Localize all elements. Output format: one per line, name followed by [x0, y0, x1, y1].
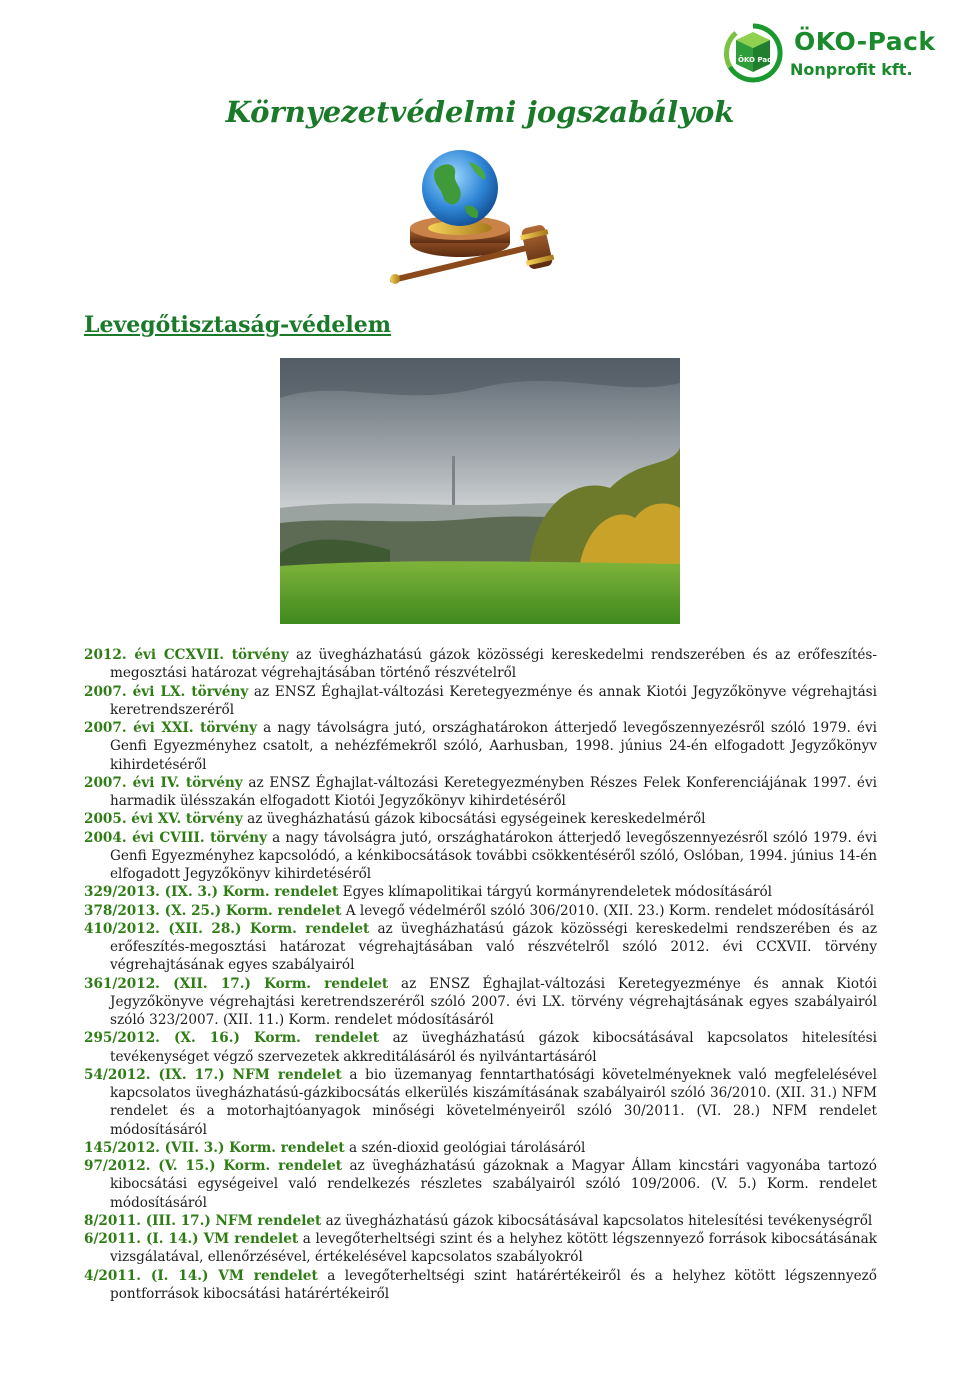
law-description: az üvegházhatású gázok kibocsátásával kapcsolatos hitelesítési tevékenységről [321, 1212, 873, 1229]
law-reference: 329/2013. (IX. 3.) Korm. rendelet [84, 884, 339, 901]
law-reference: 2007. évi IV. törvény [84, 774, 243, 791]
law-reference: 145/2012. (VII. 3.) Korm. rendelet [84, 1139, 345, 1156]
law-description: az üvegházhatású gázok kibocsátási egységeinek kereskedelméről [242, 811, 706, 828]
law-item [84, 1230, 877, 1267]
law-item [84, 1139, 877, 1157]
law-reference: 2007. évi XXI. törvény [84, 720, 257, 736]
law-item [84, 1267, 877, 1304]
law-reference: 8/2011. (III. 17.) NFM rendelet [84, 1212, 322, 1229]
law-reference: 378/2013. (X. 25.) Korm. rendelet [84, 902, 342, 919]
law-description: az üvegházhatású gázok kibocsátásával kapcsolatos hitelesítési tevékenységet végző szervezetek akkreditálásáról és nyilvántartásáról [110, 1030, 878, 1065]
logo-box-text: ÖKO Pack [738, 56, 776, 64]
law-reference: 97/2012. (V. 15.) Korm. rendelet [84, 1158, 343, 1174]
law-item [84, 1066, 877, 1139]
law-description: A levegő védelméről szóló 306/2010. (XII. 23.) Korm. rendelet módosításáról [341, 902, 875, 919]
law-item [84, 646, 877, 683]
law-item [84, 683, 877, 720]
law-item [84, 810, 877, 828]
law-reference: 295/2012. (X. 16.) Korm. rendelet [84, 1030, 379, 1047]
law-item [84, 1029, 877, 1066]
globe-gavel-image [385, 148, 575, 288]
law-description: a nagy távolságra jutó, országhatárokon átterjedő levegőszennyezésről szóló 1979. évi Genfi Egyezményhez csatolt, a nehézfémekről szóló, Aarhusban, 1998. június 24-én elfogadott Jegyzőkönyv kihirdetéséről [110, 720, 878, 773]
section-title: Levegőtisztaság-védelem [84, 312, 392, 338]
law-item [84, 902, 877, 920]
law-reference: 6/2011. (I. 14.) VM rendelet [84, 1231, 299, 1247]
law-reference: 2012. évi CCXVII. törvény [84, 647, 289, 663]
law-reference: 4/2011. (I. 14.) VM rendelet [84, 1267, 318, 1284]
logo-name: ÖKO-Pack [794, 27, 936, 56]
law-item [84, 719, 877, 774]
logo-subtitle: Nonprofit kft. [790, 60, 913, 79]
law-item [84, 774, 877, 811]
law-description: az ENSZ Éghajlat-változási Keretegyezménye és annak Kiotói Jegyzőkönyve végrehajtási keretrendszeréről szóló 2007. évi LX. törvény végrehajtásának egyes szabályairól szóló 323/2007. (XII. 11.) Korm. rendelet módosításáról [110, 975, 877, 1028]
landscape-photo [280, 358, 680, 624]
recycle-box-icon [722, 22, 784, 84]
law-description: a levegőterheltségi szint és a helyhez kötött légszennyező források kibocsátásának vizsgálatával, ellenőrzésével, értékelésével kapcsolatos szabályokról [110, 1231, 877, 1266]
law-item [84, 1212, 877, 1230]
law-description: az ENSZ Éghajlat-változási Keretegyezménye és annak Kiotói Jegyzőkönyve végrehajtási keretrendszeréről [110, 683, 877, 718]
oko-pack-logo [722, 22, 937, 88]
law-description: az üvegházhatású gázok közösségi kereskedelmi rendszerében és az erőfeszítés-megosztási határozat végrehajtásában való részvételről szóló 2012. évi CCXVII. törvény végrehajtásának egyes szabályairól [110, 920, 877, 974]
law-description: a levegőterheltségi szint határértékeiről és a helyhez kötött légszennyező pontforrások kibocsátási határértékeiről [110, 1267, 877, 1302]
law-reference: 54/2012. (IX. 17.) NFM rendelet [84, 1066, 342, 1083]
law-description: a bio üzemanyag fenntarthatósági követelményeknek való megfelelésével kapcsolatos üvegházhatású-gázkibocsátás elkerülés kiszámításának szabályairól szóló 36/2010. (XII. 31.) NFM rendelet és a motorhajtóanyagok minőségi követelményeiről szóló 30/2011. (VI. 28.) NFM rendelet módosításáról [110, 1066, 877, 1138]
law-reference: 2004. évi CVIII. törvény [84, 829, 267, 846]
law-item [84, 829, 877, 884]
page-title: Környezetvédelmi jogszabályok [225, 95, 735, 129]
law-item [84, 920, 877, 975]
law-reference: 2007. évi LX. törvény [84, 683, 249, 700]
law-item [84, 883, 877, 901]
law-item [84, 975, 877, 1030]
law-description: az ENSZ Éghajlat-változási Keretegyezményben Részes Felek Konferenciájának 1997. évi harmadik ülésszakán elfogadott Kiotói Jegyzőkönyv kihirdetéséről [110, 774, 878, 809]
law-description: az üvegházhatású gázok közösségi kereskedelmi rendszerében és az erőfeszítés-megosztási határozat végrehajtásában történő részvételről [110, 647, 878, 682]
law-reference: 2005. évi XV. törvény [84, 811, 243, 828]
law-reference: 410/2012. (XII. 28.) Korm. rendelet [84, 920, 370, 937]
law-list [84, 646, 877, 1303]
law-reference: 361/2012. (XII. 17.) Korm. rendelet [84, 975, 389, 992]
law-description: az üvegházhatású gázoknak a Magyar Állam kincstári vagyonába tartozó kibocsátási egységeivel való rendelkezés részletes szabályairól szóló 109/2006. (V. 5.) Korm. rendelet módosításáról [110, 1158, 877, 1211]
law-description: a szén-dioxid geológiai tárolásáról [344, 1139, 586, 1156]
law-description: a nagy távolságra jutó, országhatárokon átterjedő levegőszennyezésről szóló 1979. évi Genfi Egyezményhez kapcsolódó, a kénkibocsátások további csökkentéséről szóló, Oslóban, 1994. június 14-én elfogadott Jegyzőkönyv kihirdetéséről [110, 829, 877, 882]
law-description: Egyes klímapolitikai tárgyú kormányrendeletek módosításáról [338, 884, 772, 901]
law-item [84, 1157, 877, 1212]
